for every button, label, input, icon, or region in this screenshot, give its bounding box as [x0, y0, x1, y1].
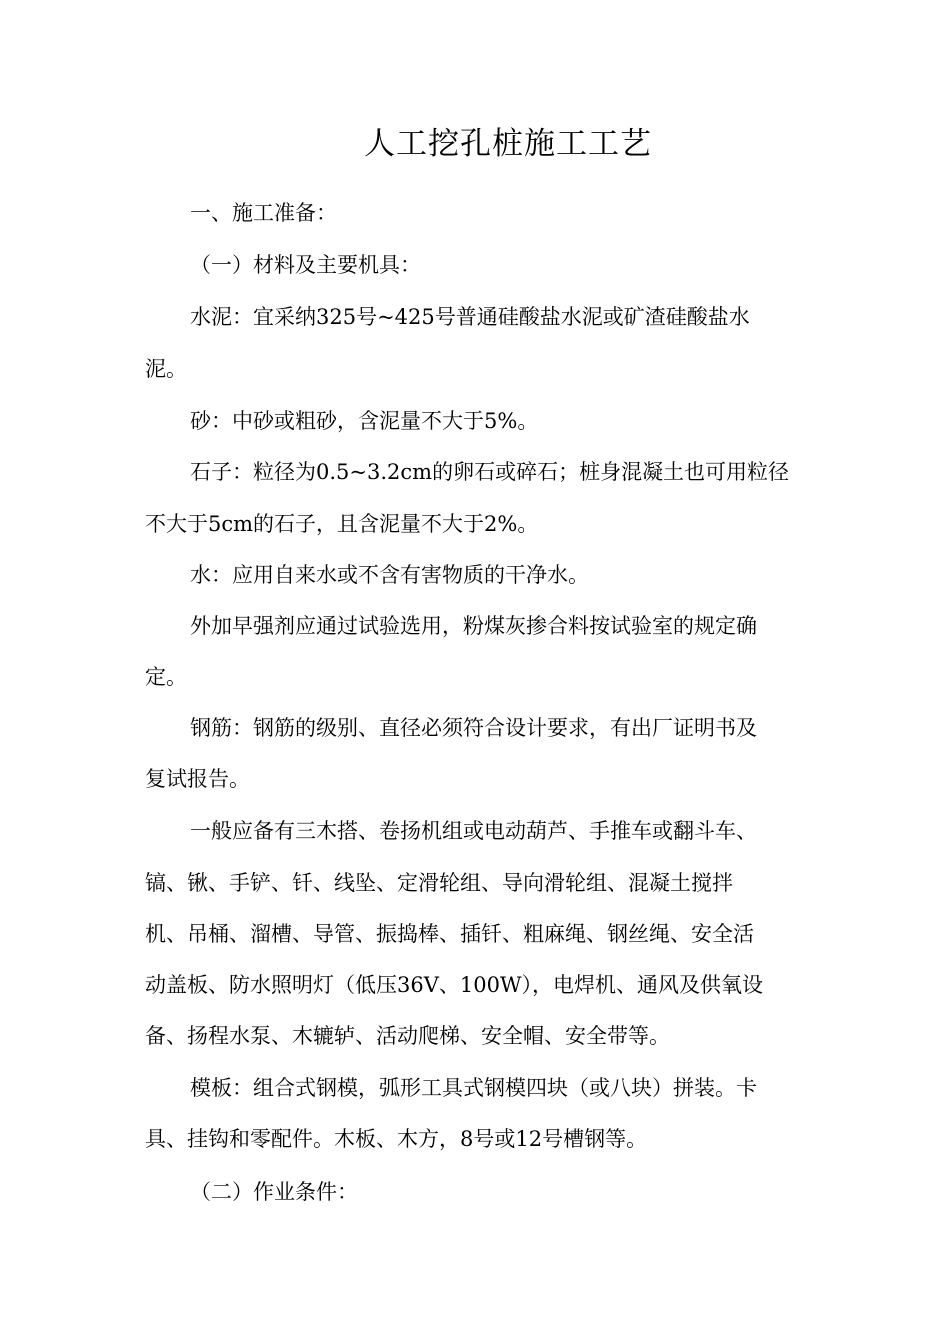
paragraph-line: 定。 — [145, 665, 187, 689]
paragraph-line: 石子：粒径为0.5~3.2cm的卵石或碎石；桩身混凝土也可用粒径 — [190, 460, 790, 484]
subsection-heading: （一）材料及主要机具： — [190, 253, 421, 277]
paragraph-line: 机、吊桶、溜槽、导管、振捣棒、插钎、粗麻绳、钢丝绳、安全活 — [145, 922, 754, 946]
paragraph-line: 不大于5cm的石子，且含泥量不大于2%。 — [145, 512, 539, 536]
paragraph-line: 泥。 — [145, 357, 187, 381]
paragraph-line: 镐、锹、手铲、钎、线坠、定滑轮组、导向滑轮组、混凝土搅拌 — [145, 871, 733, 895]
document-title: 人工挖孔桩施工工艺 — [364, 126, 652, 162]
paragraph-line: 一般应备有三木搭、卷扬机组或电动葫芦、手推车或翻斗车、 — [190, 819, 757, 843]
section-heading: 一、施工准备： — [190, 201, 337, 225]
paragraph-line: 模板：组合式钢模，弧形工具式钢模四块（或八块）拼装。卡 — [190, 1076, 757, 1100]
paragraph-line: 砂：中砂或粗砂，含泥量不大于5%。 — [190, 409, 539, 433]
paragraph-line: 钢筋：钢筋的级别、直径必须符合设计要求，有出厂证明书及 — [190, 716, 757, 740]
paragraph-line: 水：应用自来水或不含有害物质的干净水。 — [190, 563, 589, 587]
paragraph-line: 水泥：宜采纳325号~425号普通硅酸盐水泥或矿渣硅酸盐水 — [190, 305, 750, 329]
paragraph-line: 动盖板、防水照明灯（低压36V、100W），电焊机、通风及供氧设 — [145, 973, 764, 997]
subsection-heading: （二）作业条件： — [190, 1180, 358, 1204]
paragraph-line: 具、挂钩和零配件。木板、木方，8号或12号槽钢等。 — [145, 1127, 648, 1151]
paragraph-line: 备、扬程水泵、木辘轳、活动爬梯、安全帽、安全带等。 — [145, 1024, 670, 1048]
paragraph-line: 复试报告。 — [145, 767, 250, 791]
paragraph-line: 外加早强剂应通过试验选用，粉煤灰掺合料按试验室的规定确 — [190, 614, 757, 638]
